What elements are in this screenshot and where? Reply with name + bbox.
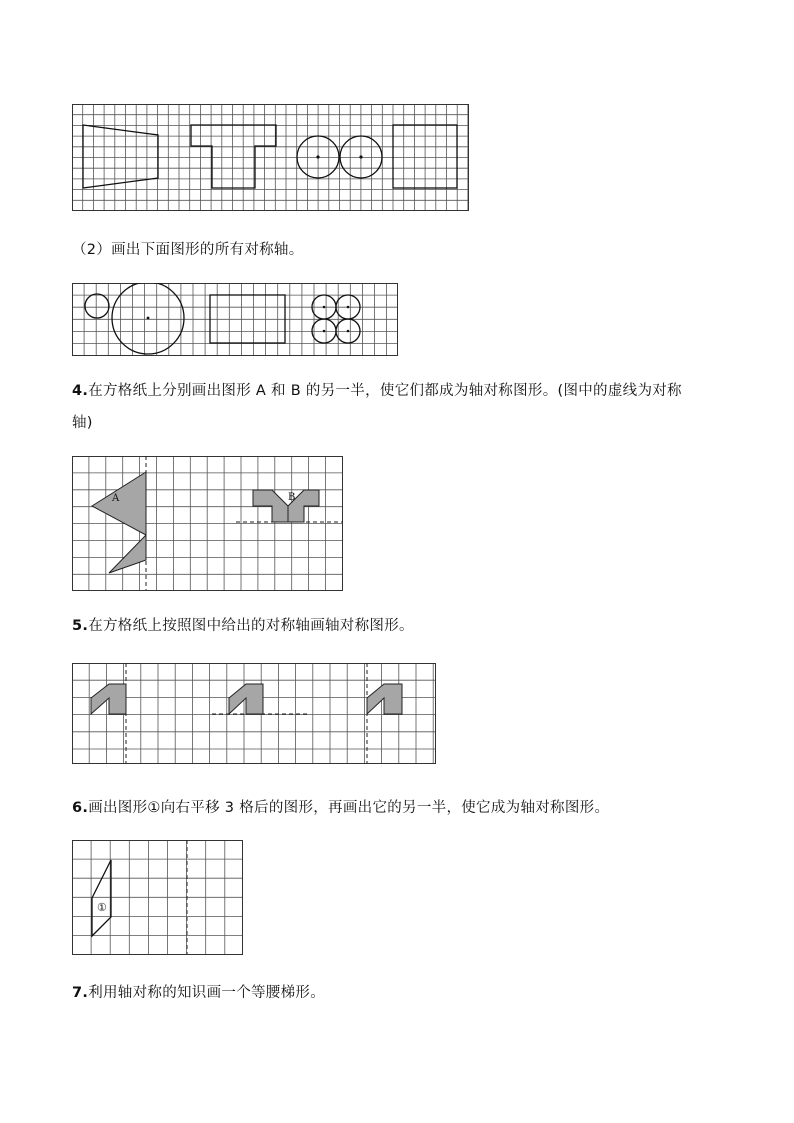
- q5-shape-1: [91, 684, 126, 714]
- q6-shape-1: [92, 860, 111, 936]
- figure-symmetry-axes-grid: [72, 283, 399, 357]
- label-a: A: [112, 493, 120, 504]
- question-4-cont: [72, 409, 93, 437]
- q6-number: 6.: [72, 800, 89, 816]
- small-circle-shape: [85, 294, 109, 318]
- q7-number: 7.: [72, 985, 89, 1001]
- q5-text: 在方格纸上按照图中给出的对称轴画轴对称图形。: [88, 618, 414, 634]
- q2-part2-text: （2）画出下面图形的所有对称轴。: [72, 242, 304, 258]
- grid-lines: [72, 840, 243, 955]
- grid-lines: [72, 104, 469, 211]
- question-5: [72, 612, 414, 640]
- q6-text: 画出图形①向右平移 3 格后的图形，再画出它的另一半，使它成为轴对称图形。: [88, 800, 610, 816]
- q5-number: 5.: [72, 618, 89, 634]
- figure-q6-grid: [72, 840, 244, 956]
- question-2-part-2: [72, 236, 304, 264]
- q5-shape-3: [367, 684, 402, 714]
- figure-q5-grid: [72, 663, 437, 765]
- figure-shapes-grid: [72, 104, 470, 212]
- question-6: [72, 794, 609, 822]
- q5-shape-2: [229, 684, 263, 714]
- q6-shape-label: ①: [97, 901, 107, 914]
- q7-text: 利用轴对称的知识画一个等腰梯形。: [88, 985, 326, 1001]
- label-b: B: [288, 492, 296, 503]
- figure-q4-grid: [72, 456, 344, 592]
- question-4: [72, 377, 682, 405]
- q4-number: 4.: [72, 383, 89, 399]
- q4-text-line1: 在方格纸上分别画出图形 A 和 B 的另一半，使它们都成为轴对称图形。(图中的虚线为对称: [88, 383, 682, 399]
- q4-text-line2: 轴): [72, 415, 93, 431]
- question-7: [72, 979, 325, 1007]
